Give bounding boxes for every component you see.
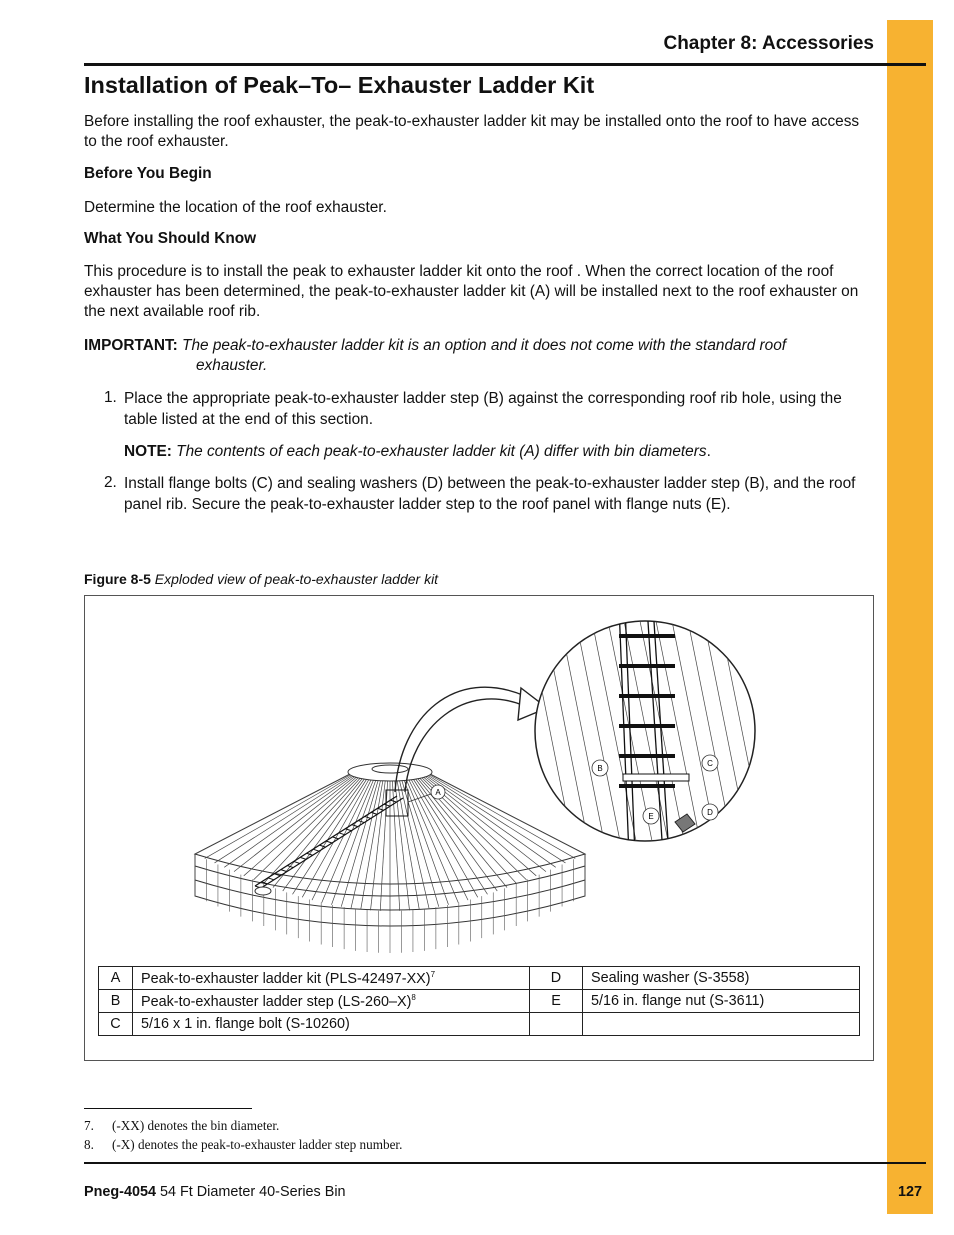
- step-2-text: Install flange bolts (C) and sealing washers (D) between the peak-to-exhauster ladder step (B), and the roof panel rib. Secure the peak-to-exhauster ladder step to the roof panel with flange nuts (E).: [124, 475, 856, 513]
- important-notice: [84, 336, 874, 376]
- part-desc: 5/16 in. flange nut (S-3611): [583, 990, 860, 1013]
- footer-doc: [84, 1184, 346, 1200]
- important-line2: exhauster.: [196, 357, 268, 374]
- part-key: D: [530, 967, 583, 990]
- know-text: This procedure is to install the peak to exhauster ladder kit onto the roof . When the correct location of the roof exhauster has been determined, the peak-to-exhauster ladder kit (A) will be installed next to the roof exhauster on the next available roof rib.: [84, 263, 859, 320]
- parts-table: [98, 966, 860, 1036]
- part-key: A: [99, 967, 133, 990]
- step-1-number: 1.: [104, 389, 117, 406]
- part-key: B: [99, 990, 133, 1013]
- callout-d: [702, 804, 718, 820]
- part-desc: Peak-to-exhauster ladder kit $(PLS-42497-XX)^7$: [133, 967, 530, 990]
- svg-text:A: A: [435, 788, 441, 797]
- part-desc: 5/16 x 1 in. flange bolt (S-10260): [133, 1013, 530, 1036]
- footnote-rule: [84, 1108, 252, 1109]
- bin-illustration: [195, 763, 585, 953]
- chapter-heading: Chapter 8: Accessories: [663, 33, 874, 54]
- before-heading: Before You Begin: [84, 165, 212, 182]
- table-row: [99, 967, 860, 990]
- svg-text:C: C: [707, 759, 713, 768]
- table-row: [99, 1013, 860, 1036]
- svg-text:E: E: [648, 812, 654, 821]
- svg-text:B: B: [597, 764, 603, 773]
- figure-caption-text: Exploded view of peak-to-exhauster ladder kit: [154, 571, 439, 587]
- figure-label: Figure 8-5: [84, 571, 151, 587]
- footnote-7: 7. (-XX) denotes the bin diameter.: [84, 1118, 280, 1133]
- note-text: The contents of each peak-to-exhauster ladder kit (A) differ with bin diameters: [176, 443, 707, 460]
- callout-b: [592, 760, 608, 776]
- part-key: [530, 1013, 583, 1036]
- doc-number: Pneg-4054: [84, 1184, 156, 1200]
- table-row: [99, 990, 860, 1013]
- doc-description: 54 Ft Diameter 40-Series Bin: [160, 1184, 346, 1200]
- page-number: 127: [897, 1184, 922, 1200]
- step-1-text: Place the appropriate peak-to-exhauster ladder step (B) against the corresponding roof rib hole, using the table listed at the end of this section.: [124, 390, 842, 428]
- important-line1: The peak-to-exhauster ladder kit is an option and it does not come with the standard roof: [182, 337, 787, 354]
- callout-c: [702, 755, 718, 771]
- part-key: E: [530, 990, 583, 1013]
- step-2-number: 2.: [104, 474, 117, 491]
- part-desc: Peak-to-exhauster ladder step $(LS-260-X)^8$: [133, 990, 530, 1013]
- figure-caption: [84, 571, 438, 587]
- note: [124, 442, 874, 463]
- important-label: IMPORTANT:: [84, 337, 178, 354]
- svg-text:D: D: [707, 808, 713, 817]
- header-rule: [84, 63, 926, 66]
- know-heading: What You Should Know: [84, 230, 257, 247]
- note-label: NOTE:: [124, 443, 172, 460]
- footer-rule: [84, 1162, 926, 1164]
- note-end: .: [706, 443, 711, 460]
- part-desc: [583, 1013, 860, 1036]
- callout-e: [643, 808, 659, 824]
- part-key: C: [99, 1013, 133, 1036]
- footnote-8: 8. (-X) denotes the peak-to-exhauster ladder step number.: [84, 1137, 403, 1152]
- before-text: Determine the location of the roof exhauster.: [84, 199, 387, 216]
- part-desc: Sealing washer (S-3558): [583, 967, 860, 990]
- chapter-sidebar-tab: [887, 20, 933, 1214]
- intro-paragraph: Before installing the roof exhauster, the peak-to-exhauster ladder kit may be installed onto the roof to have access to the roof exhauster.: [84, 113, 860, 150]
- page-title: Installation of Peak–To– Exhauster Ladder Kit: [84, 72, 595, 98]
